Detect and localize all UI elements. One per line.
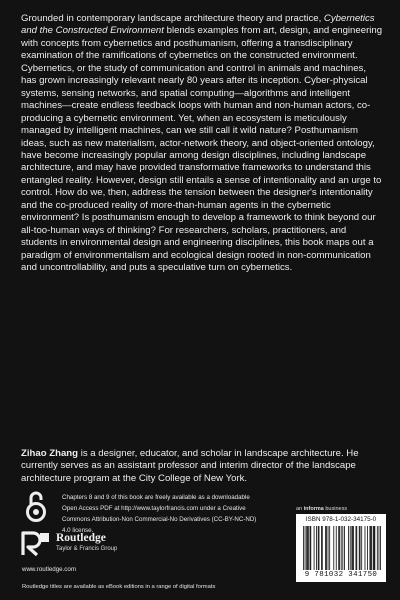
publisher-url[interactable]: www.routledge.com [22, 566, 76, 573]
barcode-bar [326, 526, 327, 570]
barcode-bar [370, 526, 371, 570]
isbn-label: ISBN 978-1-032-34175-0 [305, 516, 377, 523]
routledge-logo [20, 528, 52, 558]
barcode-bar [373, 526, 374, 570]
barcode-bar [322, 526, 323, 570]
ebook-note: Routledge titles are available as eBook editions in a range of digital formats [22, 584, 216, 590]
barcode-bar [379, 526, 380, 570]
barcode-bar [310, 526, 311, 570]
barcode-bar [380, 526, 381, 570]
barcode-bar [325, 526, 326, 570]
barcode-bar [321, 526, 322, 570]
barcode-bar [339, 526, 340, 570]
blurb-lead: Grounded in contemporary landscape architecture theory and practice, [21, 13, 322, 24]
barcode-bar [342, 526, 343, 570]
open-access-lock-icon [24, 489, 48, 523]
barcode-bar [344, 526, 345, 570]
barcode-bar [350, 526, 351, 570]
barcode-bar [374, 526, 375, 570]
open-access-note: Chapters 8 and 9 of this book are freely available as a downloadable Open Access PDF at http://www.taylorfrancis.com under a Creative Commons Attribution-Non Commercial-No Derivatives (CC-BY-NC-ND) 4.0 license. [62, 494, 257, 534]
barcode-bar [338, 526, 339, 570]
barcode-bar [377, 526, 378, 570]
barcode-bar [314, 526, 315, 570]
barcode-bar [308, 526, 309, 570]
barcode-bar [371, 526, 372, 570]
barcode-bar [352, 526, 353, 570]
barcode-bar [348, 526, 349, 570]
barcode-bar [316, 526, 317, 570]
author-name: Zihao Zhang [21, 448, 79, 459]
barcode-bar [319, 526, 320, 570]
barcode-bar [318, 526, 319, 570]
barcode-bar [374, 526, 375, 570]
barcode-bar [365, 526, 366, 570]
barcode-bar [370, 526, 371, 570]
barcode-bar [356, 526, 357, 570]
publisher-name: Routledge [56, 532, 106, 544]
publisher-group: Taylor & Francis Group [56, 546, 118, 552]
barcode-bar [360, 526, 361, 570]
barcode-bar [367, 526, 368, 570]
back-cover-blurb [21, 13, 383, 275]
barcode-bar [310, 526, 311, 570]
barcode-bar [351, 526, 352, 570]
barcode-bar [359, 526, 360, 570]
barcode-bar [356, 526, 357, 570]
barcode-bar [353, 526, 354, 570]
barcode-bar [306, 526, 307, 570]
author-bio-text: is a designer, educator, and scholar in landscape architecture. He currently serves as an assistant professor and interim director of the landscape architecture program at the City College of New York. [21, 448, 359, 484]
author-bio [21, 448, 383, 485]
barcode-bar [361, 526, 362, 570]
barcode-bar [305, 526, 306, 570]
barcode-bar [333, 526, 334, 570]
barcode-bars [303, 526, 381, 570]
barcode-bar [329, 526, 330, 570]
barcode-bar [341, 526, 342, 570]
informa-business-mark: an informa business [296, 506, 348, 512]
book-title: Cybernetics and the Constructed Environment [21, 13, 375, 37]
isbn-barcode [296, 514, 386, 582]
barcode-digits: 9 781032 341750 [304, 571, 378, 579]
barcode-bar [307, 526, 308, 570]
barcode-bar [328, 526, 329, 570]
barcode-bar [336, 526, 337, 570]
blurb-body: blends examples from art, design, and engineering with concepts from cybernetics and posthumanism, offering a transdisciplinary examination of the ramifications of cybernetics on the constructed environment. Cybernetics, or the study of communication and control in animals and machines, has grown increasingly relevant nearly 80 years after its inception. Cyber-physical systems, sensing networks, and spatial computing—algorithms and intelligent machines—create endless feedback loops with human and non-human actors, co-producing a cybernetic environment. Yet, when an ecosystem is meticulously managed by intelligent machines, can we still call it wild nature? Posthumanism ideas, such as new materialism, actor-network theory, and object-oriented ontology, have become increasingly popular among design disciplines, including landscape architecture, and may have provided transformative frameworks to understand this entangled reality. However, design still entails a sense of intentionality and an urge to control. How do we, then, address the tension between the designer's intentionality and the co-produced reality of more-than-human agents in the cybernetic environment? Is posthumanism enough to develop a framework to think beyond our all-too-human ways of thinking? For researchers, scholars, practitioners, and students in environmental design and engineering disciplines, this book maps out a paradigm of environmentalism and ecological design rooted in non-communication and uncontrollability, and puts a speculative turn on cybernetics. [21, 25, 383, 274]
barcode-bar [303, 526, 304, 570]
informa-brand: informa [303, 506, 324, 512]
